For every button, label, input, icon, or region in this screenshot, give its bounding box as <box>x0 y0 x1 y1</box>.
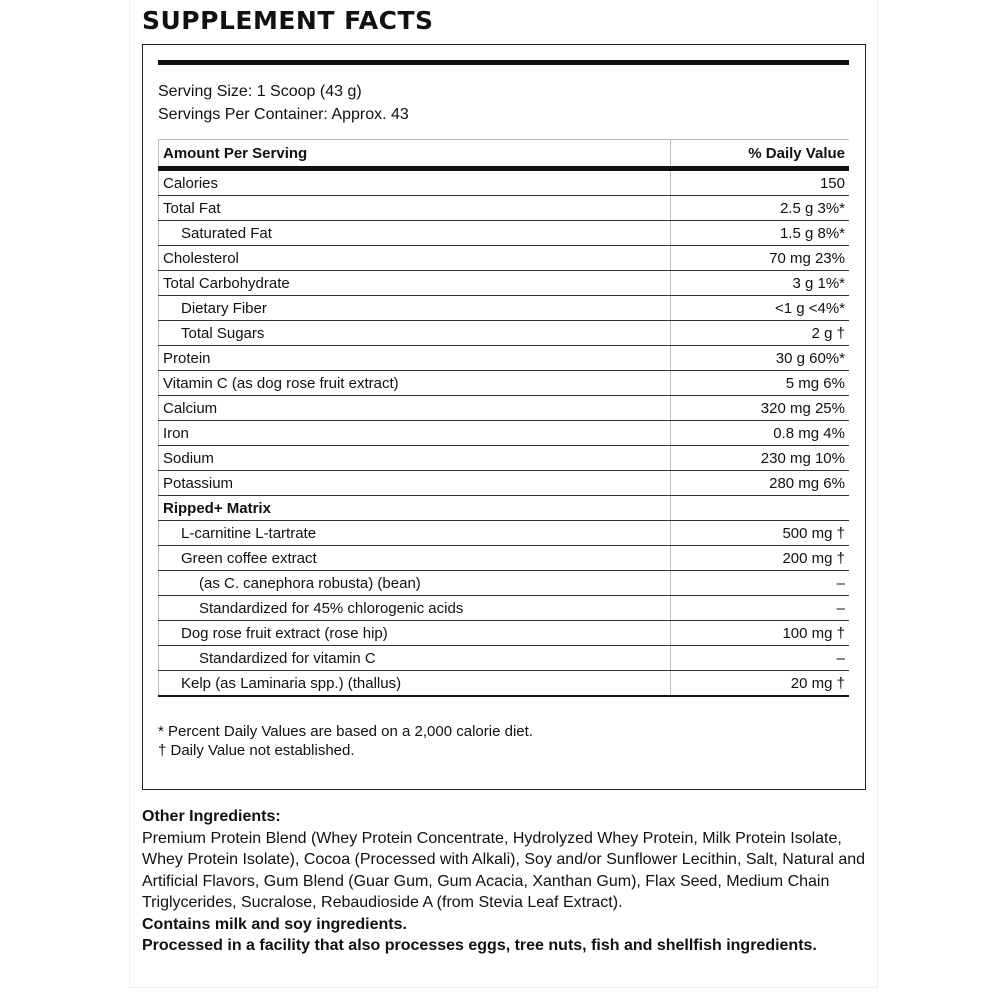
page-title: SUPPLEMENT FACTS <box>142 6 434 35</box>
table-row <box>159 446 850 471</box>
table-row <box>159 271 850 296</box>
row-value: 230 mg 10% <box>671 446 850 471</box>
row-value <box>671 496 850 521</box>
row-label: Protein <box>159 346 671 371</box>
table-row <box>159 596 850 621</box>
row-value: – <box>671 646 850 671</box>
footnote-dagger: † Daily Value not established. <box>158 742 355 759</box>
table-row <box>159 496 850 521</box>
row-label: Cholesterol <box>159 246 671 271</box>
row-label: Total Sugars <box>159 321 671 346</box>
row-label: (as C. canephora robusta) (bean) <box>159 571 671 596</box>
header-daily-value: % Daily Value <box>671 140 850 169</box>
row-value: 2 g † <box>671 321 850 346</box>
table-row <box>159 546 850 571</box>
row-label: Standardized for 45% chlorogenic acids <box>159 596 671 621</box>
row-value: 500 mg † <box>671 521 850 546</box>
table-row <box>159 396 850 421</box>
row-label: L-carnitine L-tartrate <box>159 521 671 546</box>
row-label: Vitamin C (as dog rose fruit extract) <box>159 371 671 396</box>
footnotes <box>158 722 533 760</box>
row-label: Ripped+ Matrix <box>159 496 671 521</box>
row-label: Green coffee extract <box>159 546 671 571</box>
row-label: Dietary Fiber <box>159 296 671 321</box>
row-value: 3 g 1%* <box>671 271 850 296</box>
row-value: 280 mg 6% <box>671 471 850 496</box>
serving-info <box>158 80 409 126</box>
serving-size: Serving Size: 1 Scoop (43 g) <box>158 83 362 100</box>
table-row <box>159 346 850 371</box>
table-row <box>159 571 850 596</box>
table-row <box>159 246 850 271</box>
top-rule <box>158 60 849 65</box>
row-value: 150 <box>671 169 850 196</box>
row-value: 20 mg † <box>671 671 850 697</box>
row-value: 100 mg † <box>671 621 850 646</box>
row-value: <1 g <4%* <box>671 296 850 321</box>
table-row <box>159 671 850 697</box>
table-row <box>159 421 850 446</box>
table-row <box>159 521 850 546</box>
row-value: 5 mg 6% <box>671 371 850 396</box>
table-row <box>159 196 850 221</box>
table-header-row <box>159 140 850 169</box>
table-row <box>159 621 850 646</box>
table-row <box>159 169 850 196</box>
row-label: Dog rose fruit extract (rose hip) <box>159 621 671 646</box>
row-label: Standardized for vitamin C <box>159 646 671 671</box>
allergen-statement: Contains milk and soy ingredients. <box>142 915 407 933</box>
row-label: Iron <box>159 421 671 446</box>
facility-statement: Processed in a facility that also processes eggs, tree nuts, fish and shellfish ingredients. <box>142 937 817 954</box>
servings-per-container: Servings Per Container: Approx. 43 <box>158 106 409 123</box>
row-label: Saturated Fat <box>159 221 671 246</box>
row-value: 200 mg † <box>671 546 850 571</box>
row-value: 1.5 g 8%* <box>671 221 850 246</box>
table-row <box>159 471 850 496</box>
row-label: Calcium <box>159 396 671 421</box>
table-row <box>159 221 850 246</box>
row-label: Potassium <box>159 471 671 496</box>
row-label: Total Carbohydrate <box>159 271 671 296</box>
row-value: 70 mg 23% <box>671 246 850 271</box>
row-value: – <box>671 571 850 596</box>
table-row <box>159 296 850 321</box>
row-value: 2.5 g 3%* <box>671 196 850 221</box>
footnote-percent-daily: * Percent Daily Values are based on a 2,000 calorie diet. <box>158 723 533 740</box>
table-row <box>159 646 850 671</box>
row-value: 0.8 mg 4% <box>671 421 850 446</box>
row-value: – <box>671 596 850 621</box>
nutrition-table <box>158 139 849 697</box>
row-value: 320 mg 25% <box>671 396 850 421</box>
row-value: 30 g 60%* <box>671 346 850 371</box>
row-label: Total Fat <box>159 196 671 221</box>
table-row <box>159 371 850 396</box>
row-label: Calories <box>159 169 671 196</box>
other-ingredients-heading: Other Ingredients: <box>142 808 281 825</box>
other-ingredients <box>142 806 872 957</box>
row-label: Kelp (as Laminaria spp.) (thallus) <box>159 671 671 697</box>
row-label: Sodium <box>159 446 671 471</box>
other-ingredients-list: Premium Protein Blend (Whey Protein Concentrate, Hydrolyzed Whey Protein, Milk Protein Isolate, Whey Protein Isolate), Cocoa (Processed with Alkali), Soy and/or Sunflower Lecithin, Salt, Natural and Artificial Flavors, Gum Blend (Guar Gum, Gum Acacia, Xanthan Gum), Flax Seed, Medium Chain Triglycerides, Sucralose, Rebaudioside A (from Stevia Leaf Extract). <box>142 829 866 911</box>
table-row <box>159 321 850 346</box>
header-amount-per-serving: Amount Per Serving <box>159 140 671 169</box>
